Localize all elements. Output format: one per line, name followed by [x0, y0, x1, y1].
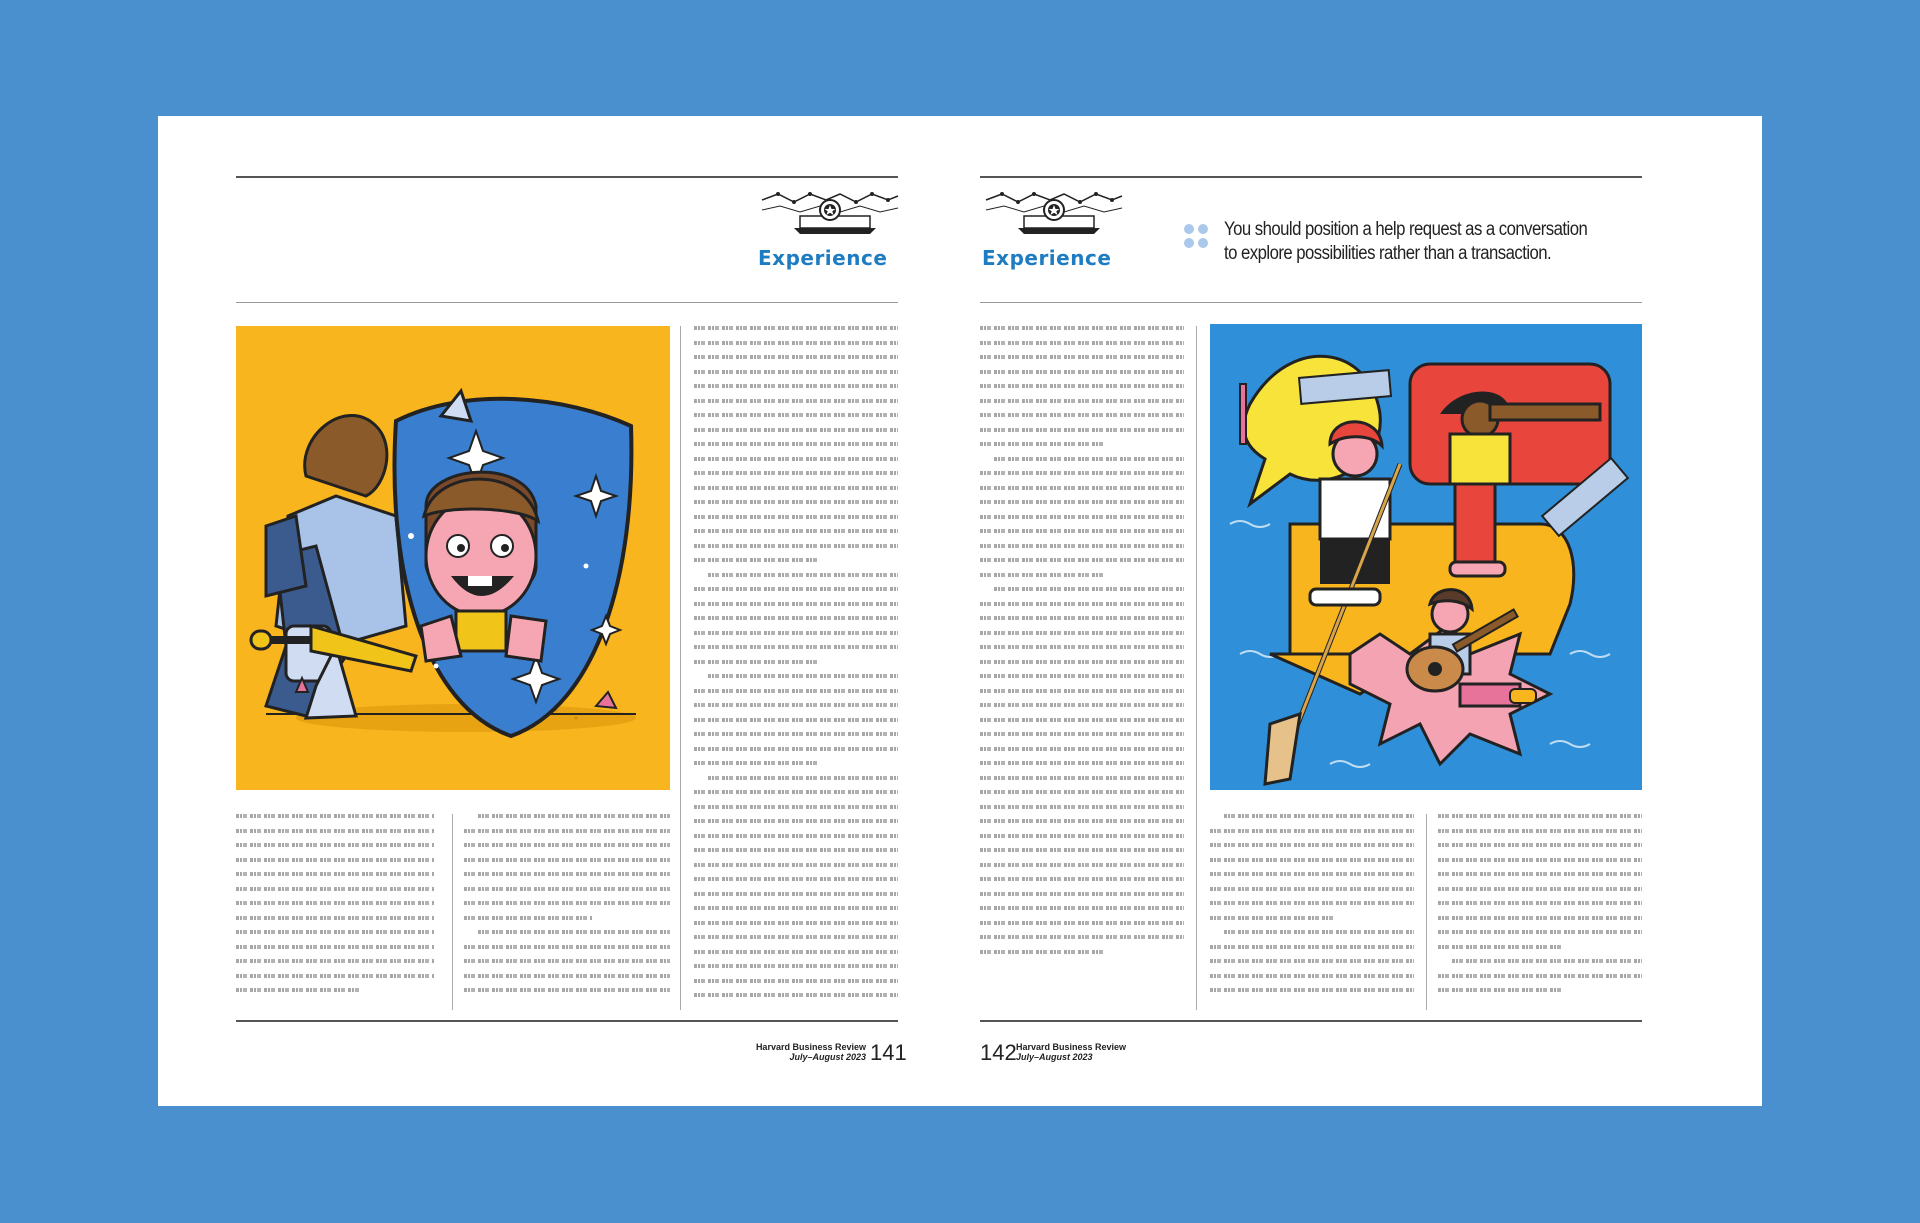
- page-number: 141: [870, 1040, 907, 1065]
- header-rule: [236, 302, 898, 303]
- page-number: 142: [980, 1040, 1017, 1065]
- top-rule: [236, 176, 898, 178]
- page-left: [158, 116, 960, 1106]
- section-badge-icon: [760, 188, 900, 238]
- magazine-name: Harvard Business Review July–August 2023: [755, 1042, 866, 1062]
- footer-rule: [980, 1020, 1642, 1022]
- body-text-column: [464, 814, 670, 1010]
- body-text-column: [1210, 814, 1414, 1010]
- body-text-column: [694, 326, 898, 1010]
- body-text-column: [236, 814, 434, 1010]
- header-rule: [980, 302, 1642, 303]
- magazine-name: Harvard Business Review July–August 2023: [1016, 1042, 1127, 1062]
- top-rule: [980, 176, 1642, 178]
- column-separator: [680, 326, 681, 1010]
- page-right: [960, 116, 1762, 1106]
- section-badge-icon: [984, 188, 1124, 238]
- column-separator: [452, 814, 453, 1010]
- body-text-column: [980, 326, 1184, 1010]
- boat-paddle-guitar-illustration: [1210, 324, 1642, 790]
- knight-shield-illustration: [236, 326, 670, 790]
- section-label: Experience: [758, 246, 888, 270]
- column-separator: [1426, 814, 1427, 1010]
- footer-rule: [236, 1020, 898, 1022]
- quote-marks-icon: [1182, 222, 1212, 252]
- magazine-spread: [158, 116, 1762, 1106]
- body-text-column: [1438, 814, 1642, 1010]
- column-separator: [1196, 326, 1197, 1010]
- section-label: Experience: [982, 246, 1112, 270]
- pull-quote: You should position a help request as a conversation to explore possibilities rather than a transaction.: [1224, 219, 1588, 264]
